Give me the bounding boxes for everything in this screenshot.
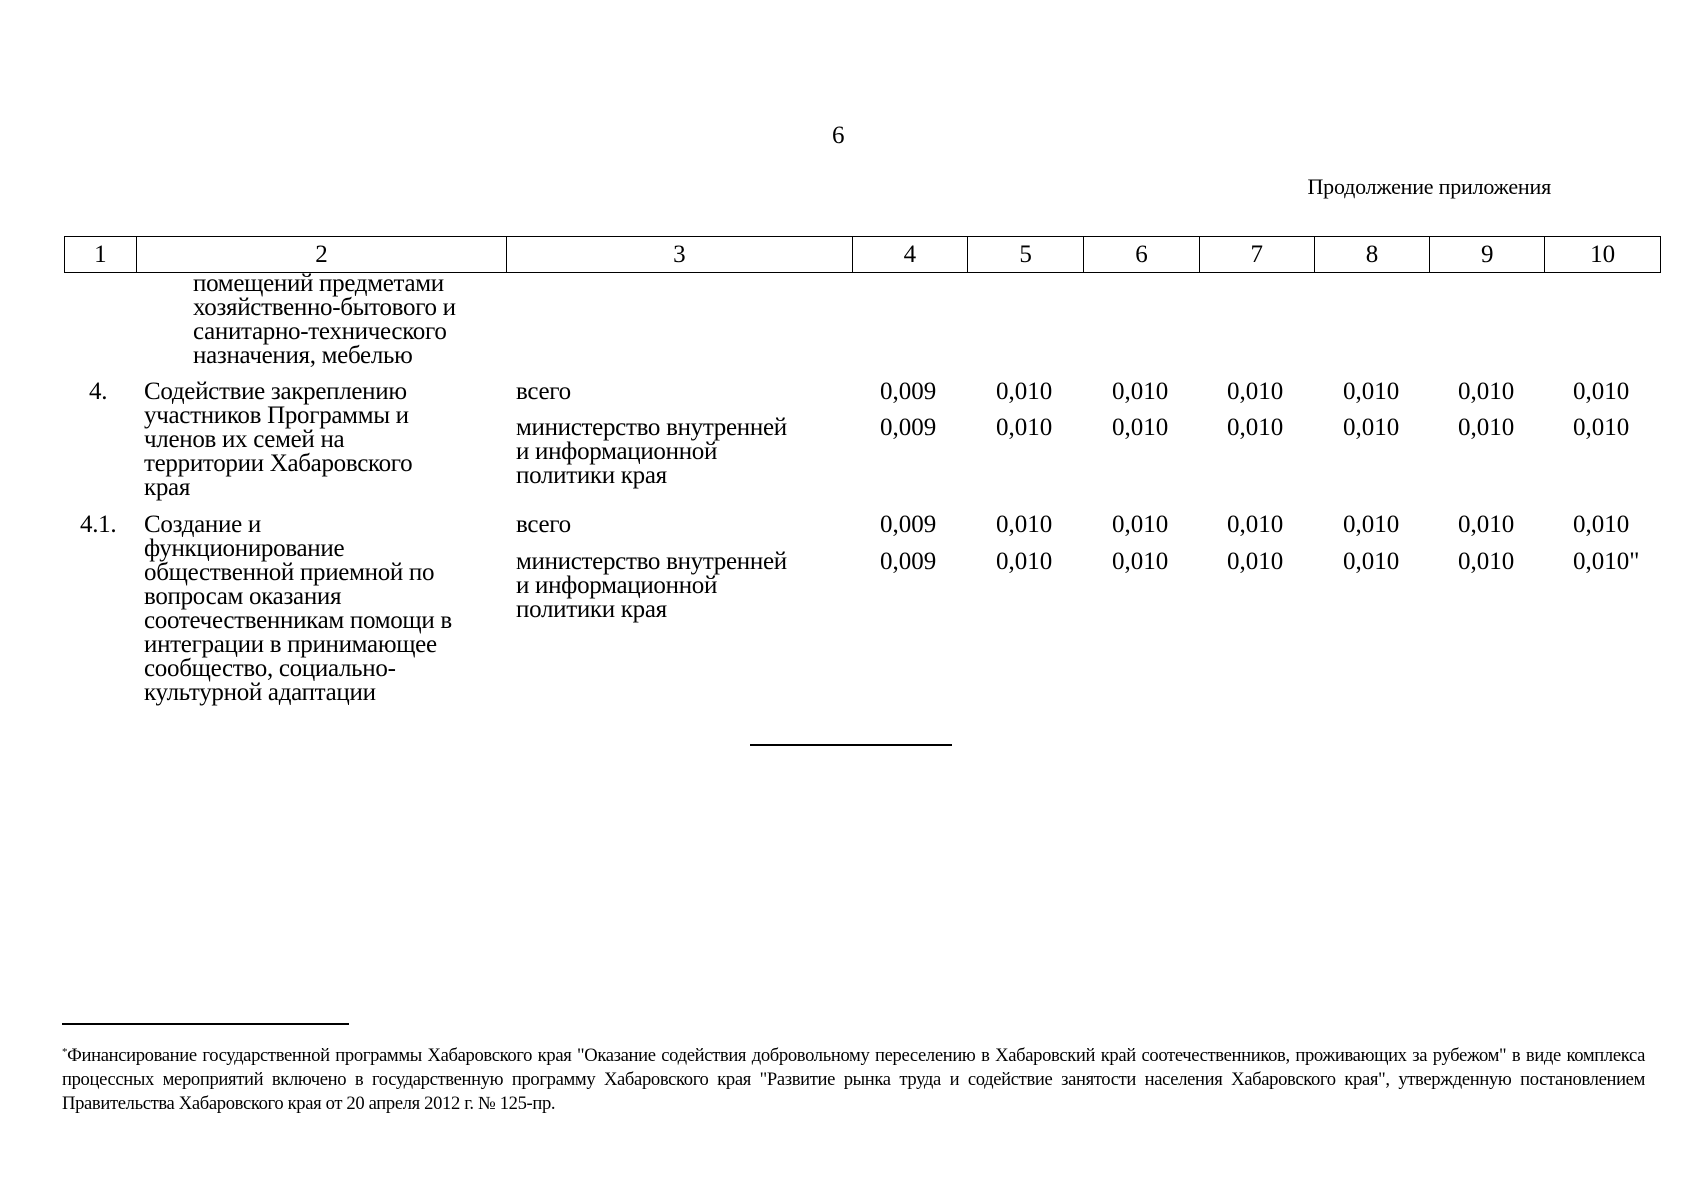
carryover-line: санитарно-технического: [193, 318, 447, 345]
source-ministry-line: министерство внутренней: [516, 548, 787, 575]
value-cell: 0,010: [1343, 378, 1400, 405]
row-title-line: соотечественникам помощи в: [144, 607, 452, 634]
row-title-line: края: [144, 474, 191, 501]
value-cell: 0,010: [1227, 511, 1284, 538]
carryover-line: хозяйственно-бытового и: [193, 294, 456, 321]
value-cell: 0,009: [880, 378, 937, 405]
header-col-1: 1: [65, 237, 137, 272]
value-cell: 0,010: [996, 378, 1053, 405]
value-cell: 0,009: [880, 511, 937, 538]
header-col-8: 8: [1315, 237, 1431, 272]
row-title-line: сообщество, социально-: [144, 655, 396, 682]
row-title-line: членов их семей на: [144, 426, 345, 453]
header-col-7: 7: [1200, 237, 1315, 272]
value-cell: 0,010: [1343, 548, 1400, 575]
value-cell: 0,010: [1458, 548, 1515, 575]
value-cell: 0,010: [1112, 378, 1169, 405]
value-cell: 0,010: [996, 511, 1053, 538]
footnote-rule: [62, 1023, 349, 1025]
value-cell: 0,010: [996, 414, 1053, 441]
value-cell: 0,010: [1573, 414, 1630, 441]
page-number: 6: [832, 122, 845, 149]
value-cell: 0,010: [1573, 511, 1630, 538]
row-title-line: общественной приемной по: [144, 559, 435, 586]
value-cell: 0,010: [1112, 548, 1169, 575]
footnote: [62, 1040, 1645, 1116]
footnote-text: Финансирование государственной программы Хабаровского края "Оказание содействия добровольному переселению в Хабаровский край соотечественников, проживающих за рубежом" в виде комплекса процессных мероприятий включено в государственную программу Хабаровского края "Развитие рынка труда и содействие занятости населения Хабаровского края", утвержденную постановлением Правительства Хабаровского края от 20 апреля 2012 г. № 125-пр.: [62, 1045, 1645, 1114]
header-col-10: 10: [1590, 240, 1616, 268]
carryover-line: помещений предметами: [193, 270, 444, 297]
header-col-9: 9: [1430, 237, 1545, 272]
row-title-line: функционирование: [144, 535, 345, 562]
row-title-line: участников Программы и: [144, 402, 409, 429]
source-ministry-line: политики края: [516, 596, 667, 623]
section-separator: [750, 744, 952, 746]
value-cell: 0,010: [1458, 414, 1515, 441]
row-title-line: культурной адаптации: [144, 679, 376, 706]
value-cell: 0,010: [1458, 378, 1515, 405]
row-number: 4.1.: [80, 511, 117, 538]
table-header-row: [64, 236, 1661, 273]
source-all-label: всего: [516, 511, 571, 538]
row-title-line: Создание и: [144, 511, 261, 538]
value-cell: 0,009: [880, 548, 937, 575]
source-ministry-line: и информационной: [516, 438, 718, 465]
value-cell: 0,010: [1573, 378, 1630, 405]
value-cell: 0,010": [1573, 548, 1640, 575]
value-cell: 0,010: [1227, 378, 1284, 405]
source-ministry-line: и информационной: [516, 572, 718, 599]
value-cell: 0,010: [1112, 511, 1169, 538]
header-col-5: 5: [968, 237, 1084, 272]
row-title-line: интеграции в принимающее: [144, 631, 437, 658]
source-ministry-line: политики края: [516, 462, 667, 489]
source-all-label: всего: [516, 378, 571, 405]
value-cell: 0,010: [1343, 511, 1400, 538]
header-col-2: 2: [137, 237, 507, 272]
row-number: 4.: [89, 378, 108, 405]
header-col-6: 6: [1084, 237, 1200, 272]
value-cell: 0,009: [880, 414, 937, 441]
continuation-label: Продолжение приложения: [1307, 174, 1551, 199]
value-cell: 0,010: [1227, 414, 1284, 441]
row-title-line: территории Хабаровского: [144, 450, 413, 477]
carryover-line: назначения, мебелью: [193, 342, 413, 369]
value-cell: 0,010: [996, 548, 1053, 575]
value-cell: 0,010: [1112, 414, 1169, 441]
value-cell: 0,010: [1227, 548, 1284, 575]
value-cell: 0,010: [1343, 414, 1400, 441]
value-cell: 0,010: [1458, 511, 1515, 538]
row-title-line: вопросам оказания: [144, 583, 342, 610]
header-col-4: 4: [853, 237, 969, 272]
source-ministry-line: министерство внутренней: [516, 414, 787, 441]
row-title-line: Содействие закреплению: [144, 378, 407, 405]
header-col-3: 3: [507, 237, 852, 272]
footnote-marker: *: [62, 1046, 68, 1058]
